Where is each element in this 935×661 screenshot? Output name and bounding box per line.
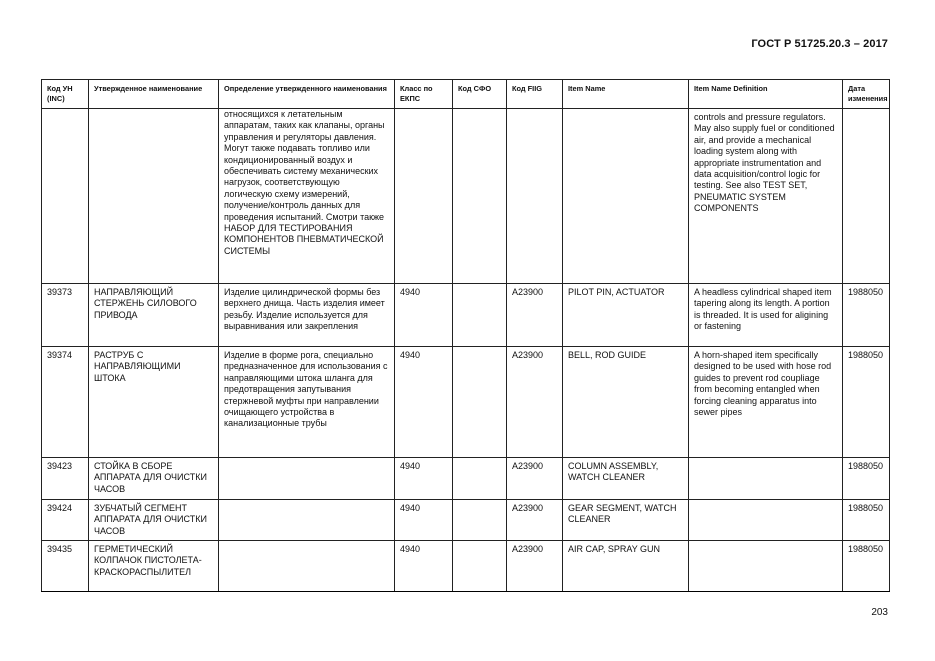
cell-date: 1988050	[843, 500, 890, 541]
cell-inc: 39424	[42, 500, 89, 541]
cell-fiig: A23900	[507, 500, 563, 541]
col-header-sfo: Код СФО	[453, 80, 507, 109]
table-header-row	[42, 80, 890, 109]
cell-item-name	[563, 109, 689, 284]
cell-item-name: AIR CAP, SPRAY GUN	[563, 541, 689, 592]
cell-name-ru: НАПРАВЛЯЮЩИЙ СТЕРЖЕНЬ СИЛОВОГО ПРИВОДА	[89, 284, 219, 347]
col-header-item-def: Item Name Definition	[689, 80, 843, 109]
cell-inc: 39435	[42, 541, 89, 592]
cell-sfo	[453, 109, 507, 284]
document-header: ГОСТ Р 51725.20.3 – 2017	[751, 38, 888, 50]
cell-item-name: GEAR SEGMENT, WATCH CLEANER	[563, 500, 689, 541]
cell-date	[843, 109, 890, 284]
cell-fiig: A23900	[507, 541, 563, 592]
cell-name-ru: ГЕРМЕТИЧЕСКИЙ КОЛПАЧОК ПИСТОЛЕТА-КРАСКОРАСПЫЛИТЕЛ	[89, 541, 219, 592]
cell-item-def	[689, 500, 843, 541]
cell-date: 1988050	[843, 458, 890, 500]
cell-def-ru	[219, 458, 395, 500]
cell-date: 1988050	[843, 541, 890, 592]
cell-item-name: BELL, ROD GUIDE	[563, 347, 689, 458]
cell-sfo	[453, 541, 507, 592]
cell-def-ru: Изделие цилиндрической формы без верхнего днища. Часть изделия имеет резьбу. Изделие используется для выравнивания или закрепления	[219, 284, 395, 347]
cell-inc: 39373	[42, 284, 89, 347]
cell-date: 1988050	[843, 347, 890, 458]
cell-sfo	[453, 284, 507, 347]
page-number: 203	[871, 607, 888, 618]
cell-item-name: PILOT PIN, ACTUATOR	[563, 284, 689, 347]
cell-fiig: A23900	[507, 458, 563, 500]
cell-sfo	[453, 347, 507, 458]
table-row	[42, 500, 890, 541]
cell-sfo	[453, 458, 507, 500]
cell-name-ru: ЗУБЧАТЫЙ СЕГМЕНТ АППАРАТА ДЛЯ ОЧИСТКИ ЧАСОВ	[89, 500, 219, 541]
cell-class	[395, 109, 453, 284]
cell-name-ru: РАСТРУБ С НАПРАВЛЯЮЩИМИ ШТОКА	[89, 347, 219, 458]
cell-def-ru: Изделие в форме рога, специально предназначенное для использования с направляющими штока шланга для предотвращения запутывания стержневой муфты при направлении очищающего устройства в канализационные трубы	[219, 347, 395, 458]
col-header-item-name: Item Name	[563, 80, 689, 109]
table-row	[42, 109, 890, 284]
col-header-class: Класс по ЕКПС	[395, 80, 453, 109]
cell-class: 4940	[395, 458, 453, 500]
cell-def-ru: относящихся к летательным аппаратам, таких как клапаны, органы управления и регуляторы давления. Могут также подавать топливо или кондиционированный воздух и обеспечивать систему механических нагрузок, соответствующую логическую схему измерений, получение/контроль данных для проведения испытаний. Смотри также НАБОР ДЛЯ ТЕСТИРОВАНИЯ КОМПОНЕНТОВ ПНЕВМАТИЧЕСКОЙ СИСТЕМЫ	[219, 109, 395, 284]
cell-sfo	[453, 500, 507, 541]
cell-fiig: A23900	[507, 347, 563, 458]
col-header-inc: Код УН (INC)	[42, 80, 89, 109]
cell-inc: 39374	[42, 347, 89, 458]
cell-class: 4940	[395, 541, 453, 592]
cell-inc: 39423	[42, 458, 89, 500]
col-header-date: Дата изменения	[843, 80, 890, 109]
cell-def-ru	[219, 500, 395, 541]
col-header-def-ru: Определение утвержденного наименования	[219, 80, 395, 109]
cell-def-ru	[219, 541, 395, 592]
table-row	[42, 284, 890, 347]
cell-class: 4940	[395, 284, 453, 347]
cell-class: 4940	[395, 500, 453, 541]
cell-item-def: controls and pressure regulators. May also supply fuel or conditioned air, and provide a mechanical loading system along with appropriate instrumentation and data acquisition/control logic for testing. See also TEST SET, PNEUMATIC SYSTEM COMPONENTS	[689, 109, 843, 284]
cell-item-def: A horn-shaped item specifically designed to be used with hose rod guides to prevent rod coupliage from becoming entangled when forcing cleaning apparatus into sewer pipes	[689, 347, 843, 458]
cell-name-ru: СТОЙКА В СБОРЕ АППАРАТА ДЛЯ ОЧИСТКИ ЧАСОВ	[89, 458, 219, 500]
cell-item-def	[689, 541, 843, 592]
cell-name-ru	[89, 109, 219, 284]
table-row	[42, 458, 890, 500]
cell-item-name: COLUMN ASSEMBLY, WATCH CLEANER	[563, 458, 689, 500]
cell-fiig	[507, 109, 563, 284]
table-row	[42, 541, 890, 592]
cell-fiig: A23900	[507, 284, 563, 347]
cell-inc	[42, 109, 89, 284]
col-header-fiig: Код FIIG	[507, 80, 563, 109]
table-row	[42, 347, 890, 458]
cell-item-def	[689, 458, 843, 500]
cell-date: 1988050	[843, 284, 890, 347]
cell-class: 4940	[395, 347, 453, 458]
col-header-name-ru: Утвержденное наименование	[89, 80, 219, 109]
nomenclature-table	[41, 79, 890, 592]
cell-item-def: A headless cylindrical shaped item tapering along its length. A portion is threaded. It is used for aligining or fastening	[689, 284, 843, 347]
